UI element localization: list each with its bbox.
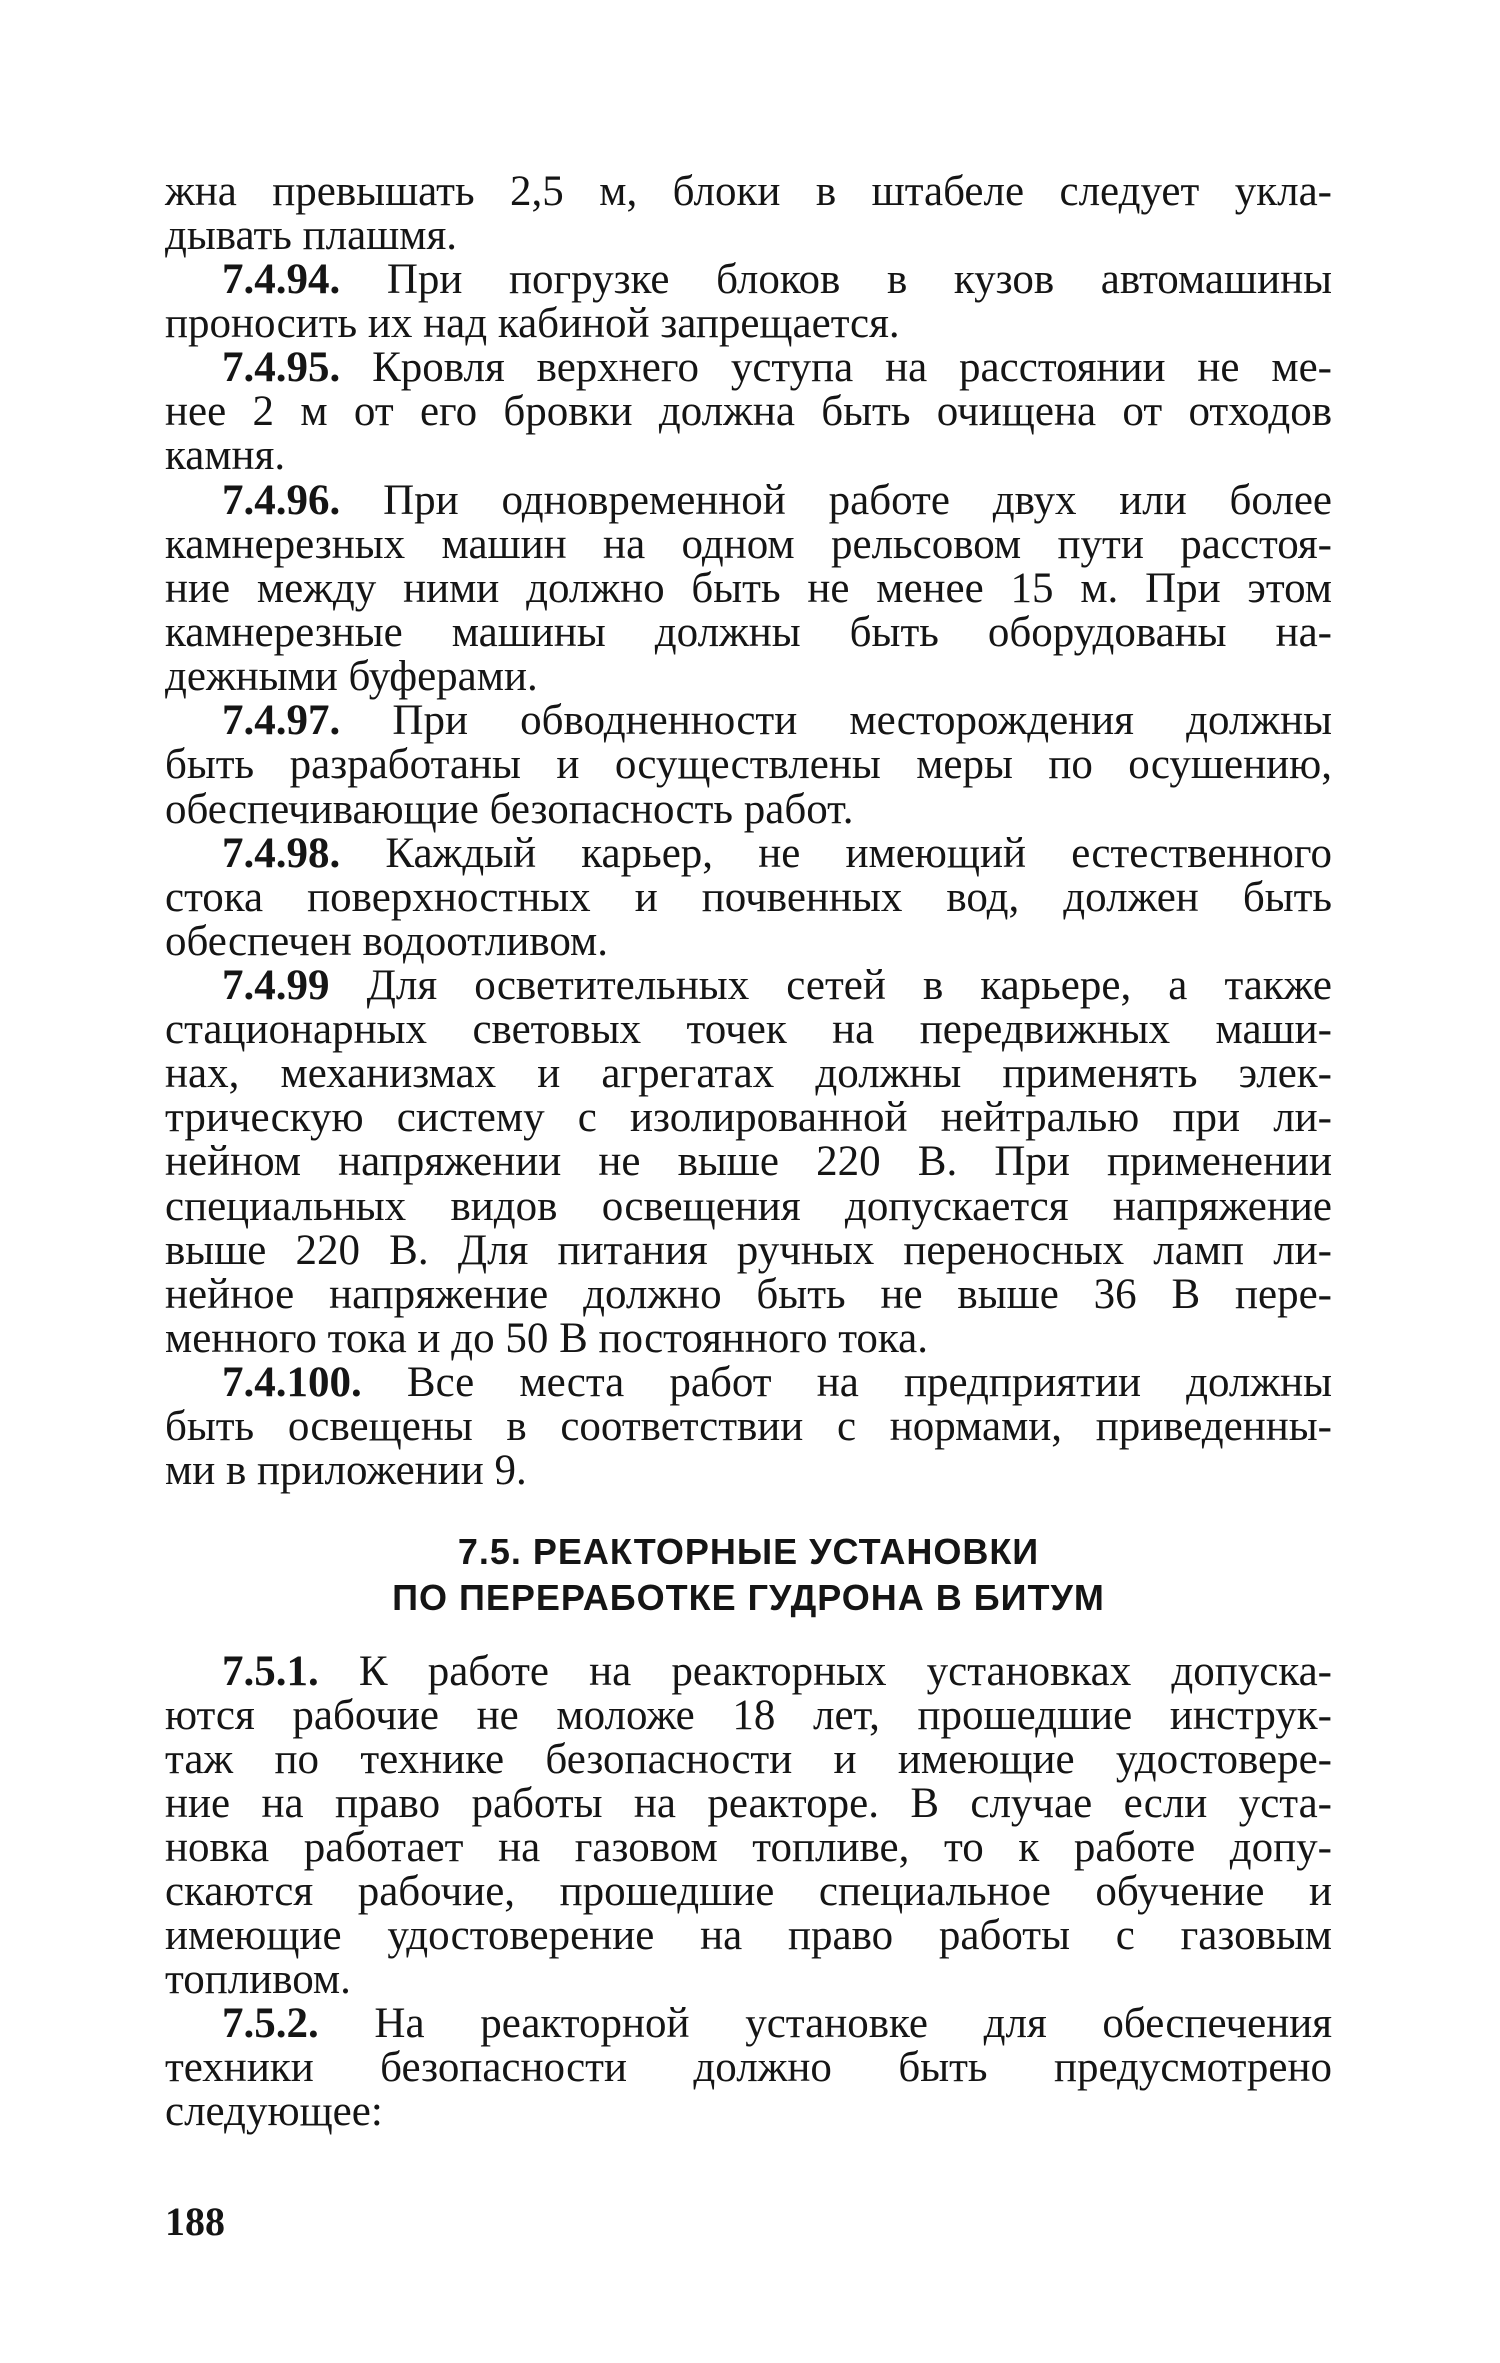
paragraph-first-line: 7.4.100. Все места работ на предприятии должны: [222, 1359, 1332, 1406]
text-line: новка работает на газовом топливе, то к работе допу-: [165, 1824, 1332, 1871]
text-line: ние на право работы на реакторе. В случае если уста-: [165, 1780, 1332, 1827]
text-line: нах, механизмах и агрегатах должны применять элек-: [165, 1050, 1332, 1097]
text-line: дывать плашмя.: [165, 212, 458, 259]
paragraph-number: 7.4.94.: [222, 256, 341, 303]
text-line: таж по технике безопасности и имеющие удостовере-: [165, 1736, 1332, 1783]
text-line: следующее:: [165, 2088, 383, 2135]
text-line: специальных видов освещения допускается напряжение: [165, 1183, 1332, 1230]
paragraph-first-line: 7.5.2. На реакторной установке для обеспечения: [222, 2000, 1332, 2047]
page-number: 188: [165, 2199, 225, 2244]
paragraph-number: 7.4.99: [222, 962, 330, 1009]
text-line: скаются рабочие, прошедшие специальное обучение и: [165, 1868, 1332, 1915]
text-line: техники безопасности должно быть предусмотрено: [165, 2044, 1332, 2091]
text-line: обеспечен водоотливом.: [165, 918, 608, 965]
text-line: быть освещены в соответствии с нормами, приведенны-: [165, 1403, 1332, 1450]
text-line: топливом.: [165, 1956, 351, 2003]
text-line: выше 220 В. Для питания ручных переносных ламп ли-: [165, 1227, 1332, 1274]
text-line: стока поверхностных и почвенных вод, должен быть: [165, 874, 1332, 921]
paragraph-first-line: 7.4.96. При одновременной работе двух или более: [222, 477, 1332, 524]
text-line: имеющие удостоверение на право работы с газовым: [165, 1912, 1332, 1959]
text-line: жна превышать 2,5 м, блоки в штабеле следует укла-: [165, 168, 1332, 215]
paragraph-first-line: 7.4.99 Для осветительных сетей в карьере, а также: [222, 962, 1332, 1009]
paragraph-number: 7.5.2.: [222, 2000, 319, 2047]
text-line: нейное напряжение должно быть не выше 36 В пере-: [165, 1271, 1332, 1318]
paragraph-number: 7.5.1.: [222, 1648, 319, 1695]
text-line: камнерезных машин на одном рельсовом пути расстоя-: [165, 521, 1332, 568]
paragraph-first-line: 7.4.95. Кровля верхнего уступа на расстоянии не ме-: [222, 344, 1332, 391]
paragraph-number: 7.4.98.: [222, 830, 341, 877]
text-line: камня.: [165, 432, 286, 479]
text-line: нейном напряжении не выше 220 В. При применении: [165, 1138, 1332, 1185]
text-line: ми в приложении 9.: [165, 1447, 527, 1494]
text-line: нее 2 м от его бровки должна быть очищена от отходов: [165, 388, 1332, 435]
text-line: камнерезные машины должны быть оборудованы на-: [165, 609, 1332, 656]
section-heading-line-1: 7.5. РЕАКТОРНЫЕ УСТАНОВКИ: [457, 1531, 1040, 1572]
paragraph-number: 7.4.100.: [222, 1359, 362, 1406]
text-line: обеспечивающие безопасность работ.: [165, 786, 854, 833]
text-line: ние между ними должно быть не менее 15 м. При этом: [165, 565, 1332, 612]
paragraph-first-line: 7.4.94. При погрузке блоков в кузов автомашины: [222, 256, 1332, 303]
text-line: стационарных световых точек на передвижных маши-: [165, 1006, 1332, 1053]
text-line: ются рабочие не моложе 18 лет, прошедшие инструк-: [165, 1692, 1332, 1739]
text-line: дежными буферами.: [165, 653, 538, 700]
paragraph-number: 7.4.97.: [222, 697, 341, 744]
paragraph-first-line: 7.4.98. Каждый карьер, не имеющий естественного: [222, 830, 1332, 877]
paragraph-first-line: 7.5.1. К работе на реакторных установках допуска-: [222, 1648, 1332, 1695]
paragraph-number: 7.4.95.: [222, 344, 341, 391]
text-line: проносить их над кабиной запрещается.: [165, 300, 900, 347]
paragraph-first-line: 7.4.97. При обводненности месторождения должны: [222, 697, 1332, 744]
paragraph-number: 7.4.96.: [222, 477, 341, 524]
section-heading-line-2: ПО ПЕРЕРАБОТКЕ ГУДРОНА В БИТУМ: [392, 1577, 1105, 1618]
text-line: менного тока и до 50 В постоянного тока.: [165, 1315, 928, 1362]
text-line: быть разработаны и осуществлены меры по осушению,: [165, 741, 1332, 788]
text-line: трическую систему с изолированной нейтралью при ли-: [165, 1094, 1332, 1141]
